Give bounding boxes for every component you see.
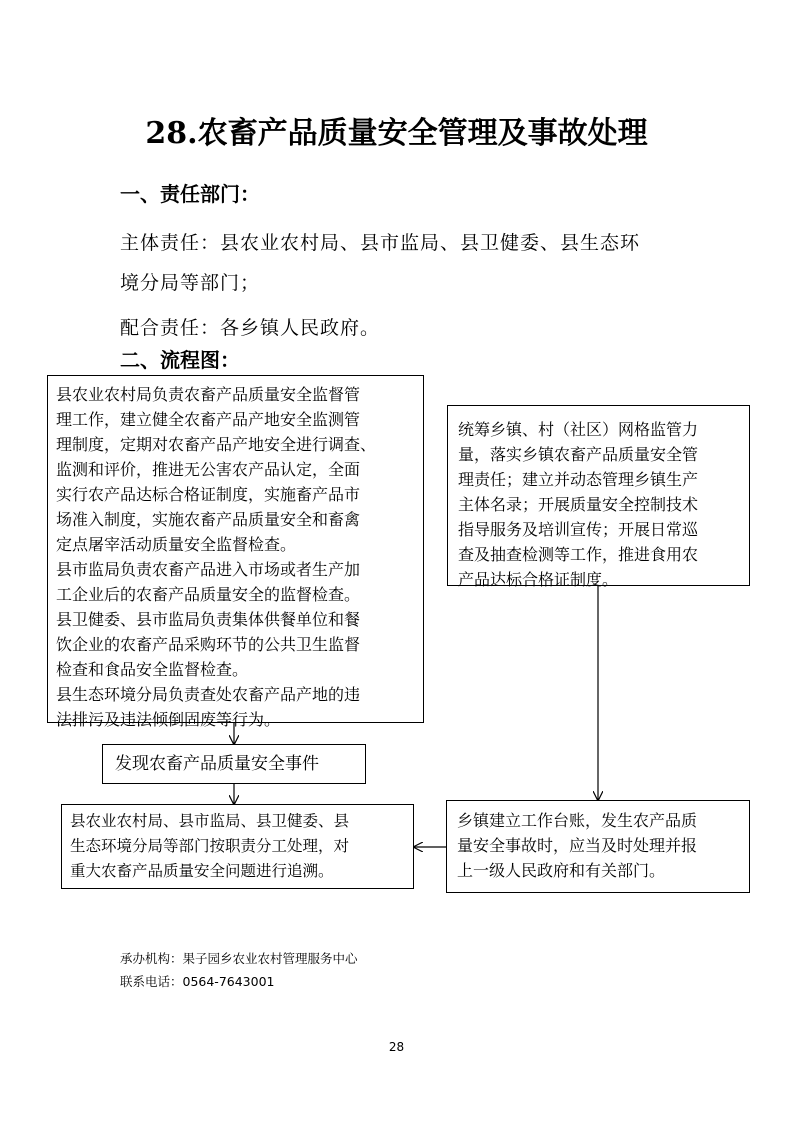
box-line: 产品达标合格证制度。 [458, 570, 619, 589]
page-number: 28 [388, 1040, 405, 1054]
box-line: 县农业农村局、县市监局、县卫健委、县 [70, 812, 350, 830]
box-line: 查及抽查检测等工作，推进食用农 [458, 545, 699, 564]
box-line: 监测和评价，推进无公害农产品认定，全面 [56, 460, 361, 479]
box-line: 场准入制度，实施农畜产品质量安全和畜禽 [56, 510, 361, 529]
main-responsibility-line1: 主体责任：县农业农村局、县市监局、县卫健委、县生态环 [120, 232, 641, 254]
organizer-info: 承办机构：果子园乡农业农村管理服务中心 [120, 951, 358, 966]
flow-box-township-responsibilities [447, 405, 750, 589]
box-line: 上一级人民政府和有关部门。 [457, 861, 666, 880]
box-line: 法排污及违法倾倒固废等行为。 [56, 710, 281, 729]
page-title: 28.农畜产品质量安全管理及事故处理 [145, 116, 648, 151]
cooperating-responsibility: 配合责任：各乡镇人民政府。 [120, 317, 381, 339]
box-line: 指导服务及培训宣传；开展日常巡 [458, 520, 699, 539]
flow-box-county-responsibilities [47, 375, 424, 729]
box-line: 工企业后的农畜产品质量安全的监督检查。 [56, 585, 361, 604]
box-line: 检查和食品安全监督检查。 [56, 660, 249, 679]
box-line: 发现农畜产品质量安全事件 [115, 754, 319, 774]
box-line: 县农业农村局负责农畜产品质量安全监督管 [56, 385, 361, 404]
contact-phone: 联系电话：0564-7643001 [120, 974, 275, 989]
box-line: 量安全事故时，应当及时处理并报 [457, 836, 698, 855]
box-line: 县卫健委、县市监局负责集体供餐单位和餐 [56, 610, 361, 629]
box-line: 乡镇建立工作台账，发生农产品质 [457, 811, 698, 830]
box-line: 饮企业的农畜产品采购环节的公共卫生监督 [56, 635, 361, 654]
box-line: 县市监局负责农畜产品进入市场或者生产加 [56, 560, 361, 579]
section-heading-flowchart: 二、流程图： [120, 348, 240, 372]
box-line: 县生态环境分局负责查处农畜产品产地的违 [56, 685, 361, 704]
box-line: 理工作，建立健全农畜产品产地安全监测管 [56, 410, 361, 429]
box-line: 实行农产品达标合格证制度，实施畜产品市 [56, 485, 361, 504]
box-line: 理制度，定期对农畜产品产地安全进行调查、 [56, 435, 377, 454]
box-line: 量，落实乡镇农畜产品质量安全管 [458, 445, 699, 464]
box-line: 主体名录；开展质量安全控制技术 [458, 495, 699, 514]
box-line: 生态环境分局等部门按职责分工处理，对 [70, 837, 350, 855]
section-heading-responsible-departments: 一、责任部门： [120, 182, 260, 206]
flow-box-discover-incident [102, 744, 366, 784]
box-line: 定点屠宰活动质量安全监督检查。 [56, 535, 297, 554]
box-line: 重大农畜产品质量安全问题进行追溯。 [70, 862, 334, 880]
flow-box-township-ledger [446, 800, 750, 893]
main-responsibility-line2: 境分局等部门； [120, 272, 261, 294]
box-line: 统筹乡镇、村（社区）网格监管力 [458, 420, 699, 439]
flow-box-county-handling [61, 804, 414, 889]
box-line: 理责任；建立并动态管理乡镇生产 [458, 470, 699, 489]
